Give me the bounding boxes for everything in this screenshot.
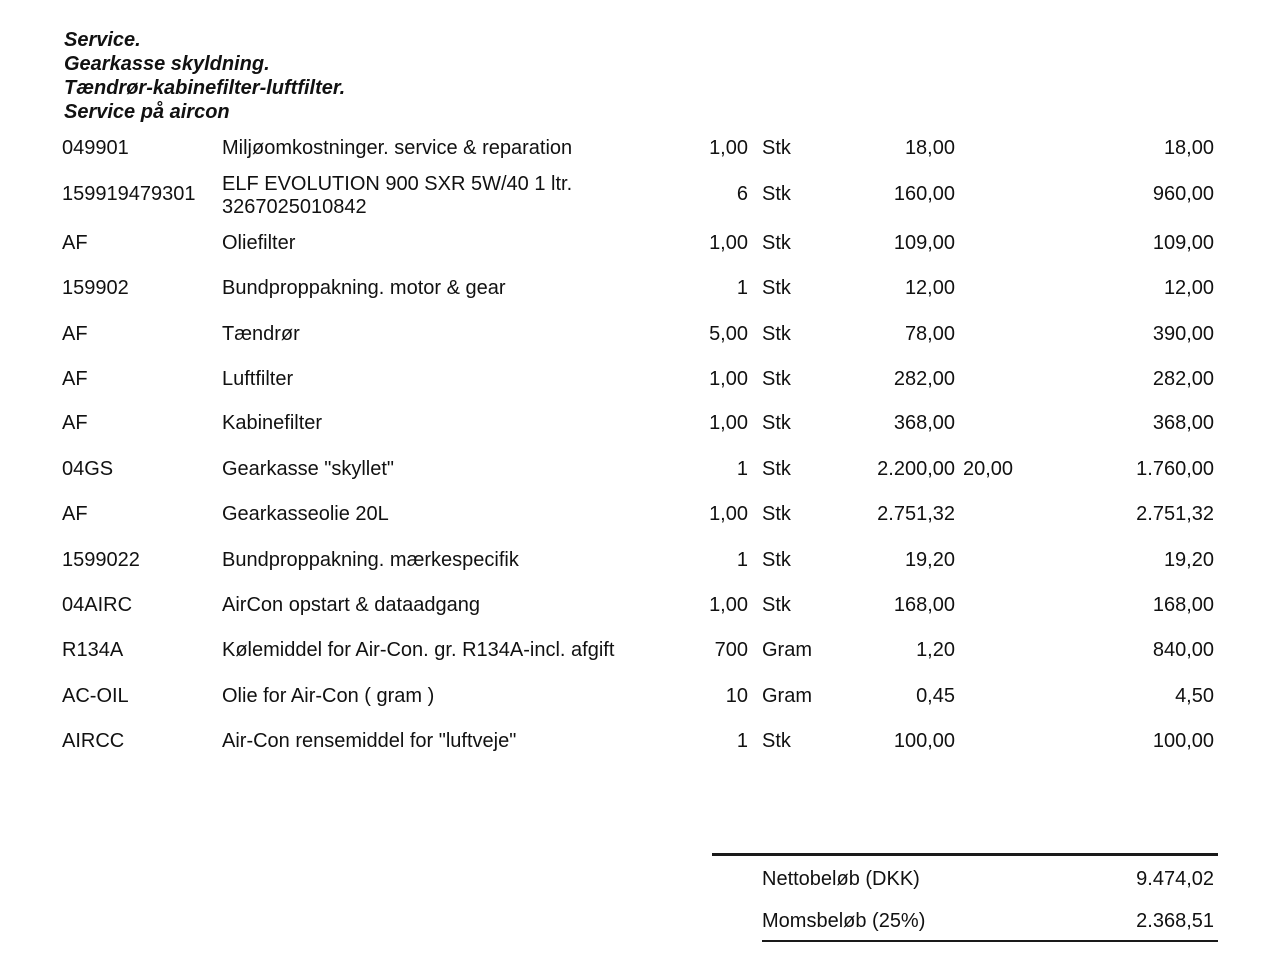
line-code: AC-OIL xyxy=(62,685,129,707)
net-amount-value: 9.474,02 xyxy=(1136,868,1214,890)
line-quantity: 1 xyxy=(736,730,748,752)
line-quantity: 1,00 xyxy=(709,368,748,390)
line-quantity: 1,00 xyxy=(709,594,748,616)
line-quantity: 10 xyxy=(725,685,748,707)
line-total: 168,00 xyxy=(1152,594,1214,616)
line-quantity: 6 xyxy=(736,183,748,205)
line-unit: Gram xyxy=(762,685,812,707)
line-total: 390,00 xyxy=(1152,323,1214,345)
line-unit-price: 160,00 xyxy=(893,183,955,205)
net-amount-label: Nettobeløb (DKK) xyxy=(762,868,920,890)
line-total: 2.751,32 xyxy=(1136,503,1214,525)
line-total: 109,00 xyxy=(1152,232,1214,254)
line-unit: Stk xyxy=(762,594,791,616)
line-description: Kabinefilter xyxy=(222,412,323,434)
line-total: 840,00 xyxy=(1152,639,1214,661)
line-unit: Stk xyxy=(762,412,791,434)
faded-row-fragment xyxy=(62,778,142,786)
line-unit-price: 0,45 xyxy=(916,685,955,707)
line-code: AF xyxy=(62,368,88,390)
line-unit: Stk xyxy=(762,277,791,299)
summary-bottom-rule xyxy=(762,940,1218,942)
line-total: 368,00 xyxy=(1152,412,1214,434)
line-code: 159919479301 xyxy=(62,183,196,205)
line-quantity: 1,00 xyxy=(709,412,748,434)
line-unit-price: 2.751,32 xyxy=(877,503,955,525)
line-code: 159902 xyxy=(62,277,129,299)
line-unit-price: 18,00 xyxy=(904,137,955,159)
line-description: ELF EVOLUTION 900 SXR 5W/40 1 ltr. xyxy=(222,173,573,195)
line-unit: Stk xyxy=(762,503,791,525)
line-unit: Stk xyxy=(762,549,791,571)
header-line-3: Tændrør-kabinefilter-luftfilter. xyxy=(64,77,346,99)
line-unit: Stk xyxy=(762,368,791,390)
line-code: 049901 xyxy=(62,137,129,159)
line-description: Kølemiddel for Air-Con. gr. R134A-incl. afgift xyxy=(222,639,615,661)
line-code: AF xyxy=(62,232,88,254)
line-description: AirCon opstart & dataadgang xyxy=(222,594,480,616)
line-description: Tændrør xyxy=(222,323,300,345)
line-unit-price: 12,00 xyxy=(904,277,955,299)
line-unit-price: 168,00 xyxy=(893,594,955,616)
faded-row-fragment xyxy=(405,778,465,786)
line-description: Olie for Air-Con ( gram ) xyxy=(222,685,435,707)
line-total: 18,00 xyxy=(1163,137,1214,159)
line-unit-price: 1,20 xyxy=(916,639,955,661)
line-unit: Stk xyxy=(762,183,791,205)
line-unit-price: 368,00 xyxy=(893,412,955,434)
line-code: AIRCC xyxy=(62,730,125,752)
line-total: 4,50 xyxy=(1175,685,1214,707)
line-code: 04GS xyxy=(62,458,114,480)
line-unit: Stk xyxy=(762,458,791,480)
line-unit-price: 100,00 xyxy=(893,730,955,752)
line-code: 1599022 xyxy=(62,549,140,571)
line-description: Gearkasse "skyllet" xyxy=(222,458,395,480)
header-line-1: Service. xyxy=(64,29,141,51)
line-total: 12,00 xyxy=(1163,277,1214,299)
line-description: Bundproppakning. mærkespecifik xyxy=(222,549,519,571)
line-discount: 20,00 xyxy=(963,458,1014,480)
line-code: AF xyxy=(62,503,88,525)
vat-amount-label: Momsbeløb (25%) xyxy=(762,910,926,932)
line-code: AF xyxy=(62,323,88,345)
line-total: 19,20 xyxy=(1163,549,1214,571)
line-description: Air-Con rensemiddel for "luftveje" xyxy=(222,730,517,752)
header-line-4: Service på aircon xyxy=(64,101,230,123)
line-total: 100,00 xyxy=(1152,730,1214,752)
line-unit: Stk xyxy=(762,730,791,752)
line-description-continued: 3267025010842 xyxy=(222,196,367,218)
line-quantity: 1 xyxy=(736,549,748,571)
line-description: Miljøomkostninger. service & reparation xyxy=(222,137,573,159)
line-unit-price: 2.200,00 xyxy=(877,458,955,480)
line-total: 960,00 xyxy=(1152,183,1214,205)
line-code: R134A xyxy=(62,639,124,661)
cropped-top-text xyxy=(64,0,164,2)
line-description: Bundproppakning. motor & gear xyxy=(222,277,506,299)
line-quantity: 1,00 xyxy=(709,137,748,159)
line-description: Gearkasseolie 20L xyxy=(222,503,389,525)
vat-amount-value: 2.368,51 xyxy=(1136,910,1214,932)
line-description: Luftfilter xyxy=(222,368,294,390)
line-unit: Stk xyxy=(762,232,791,254)
line-code: 04AIRC xyxy=(62,594,133,616)
line-unit-price: 109,00 xyxy=(893,232,955,254)
line-unit: Stk xyxy=(762,137,791,159)
line-quantity: 700 xyxy=(714,639,748,661)
line-unit-price: 78,00 xyxy=(904,323,955,345)
line-unit: Stk xyxy=(762,323,791,345)
line-quantity: 1,00 xyxy=(709,503,748,525)
line-quantity: 1 xyxy=(736,458,748,480)
line-quantity: 1,00 xyxy=(709,232,748,254)
line-code: AF xyxy=(62,412,88,434)
line-unit: Gram xyxy=(762,639,812,661)
summary-top-rule xyxy=(712,853,1218,856)
line-unit-price: 282,00 xyxy=(893,368,955,390)
line-unit-price: 19,20 xyxy=(904,549,955,571)
line-description: Oliefilter xyxy=(222,232,296,254)
line-total: 282,00 xyxy=(1152,368,1214,390)
header-line-2: Gearkasse skyldning. xyxy=(64,53,270,75)
line-total: 1.760,00 xyxy=(1136,458,1214,480)
line-quantity: 5,00 xyxy=(709,323,748,345)
line-quantity: 1 xyxy=(736,277,748,299)
